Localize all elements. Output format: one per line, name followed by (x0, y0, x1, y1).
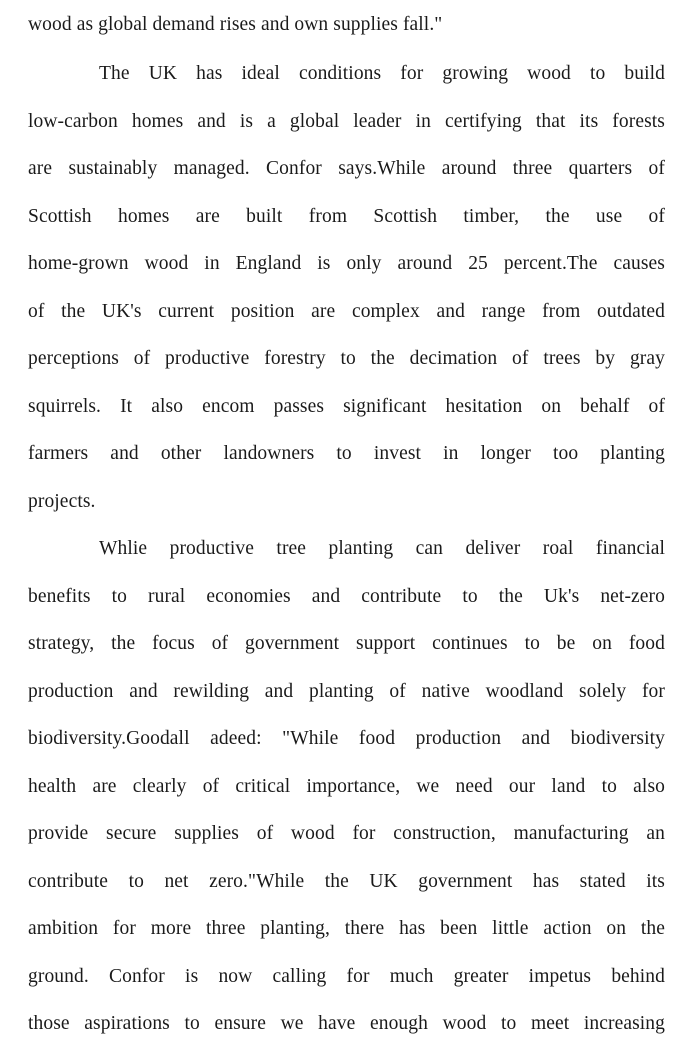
text-line: projects. (28, 490, 96, 512)
text-line: perceptions of productive forestry to the decimation of trees by gray (28, 348, 665, 369)
text-line: Whlie productive tree planting can deliver roal financial (99, 538, 665, 559)
text-line: home-grown wood in England is only around 25 percent.The causes (28, 253, 665, 274)
text-line: strategy, the focus of government support continues to be on food (28, 633, 665, 654)
text-line: low-carbon homes and is a global leader in certifying that its forests (28, 110, 665, 132)
text-line: The UK has ideal conditions for growing wood to build (99, 63, 665, 84)
text-line: provide secure supplies of wood for construction, manufacturing an (28, 823, 665, 844)
text-line: those aspirations to ensure we have enough wood to meet increasing (28, 1013, 665, 1034)
text-line: are sustainably managed. Confor says.While around three quarters of (28, 158, 665, 179)
text-line: health are clearly of critical importance, we need our land to also (28, 775, 665, 797)
text-line: of the UK's current position are complex and range from outdated (28, 300, 665, 322)
text-line: wood as global demand rises and own supplies fall." (28, 14, 443, 35)
text-line: contribute to net zero."While the UK government has stated its (28, 870, 665, 892)
text-line: Scottish homes are built from Scottish timber, the use of (28, 205, 665, 227)
document-body (28, 0, 665, 1048)
text-line: biodiversity.Goodall adeed: "While food production and biodiversity (28, 728, 665, 749)
text-line: farmers and other landowners to invest in longer too planting (28, 443, 665, 464)
text-line: ambition for more three planting, there has been little action on the (28, 918, 665, 939)
text-line: benefits to rural economies and contribute to the Uk's net-zero (28, 585, 665, 607)
text-line: squirrels. It also encom passes significant hesitation on behalf of (28, 395, 665, 417)
text-line: production and rewilding and planting of native woodland solely for (28, 680, 665, 702)
text-line: ground. Confor is now calling for much greater impetus behind (28, 965, 665, 987)
